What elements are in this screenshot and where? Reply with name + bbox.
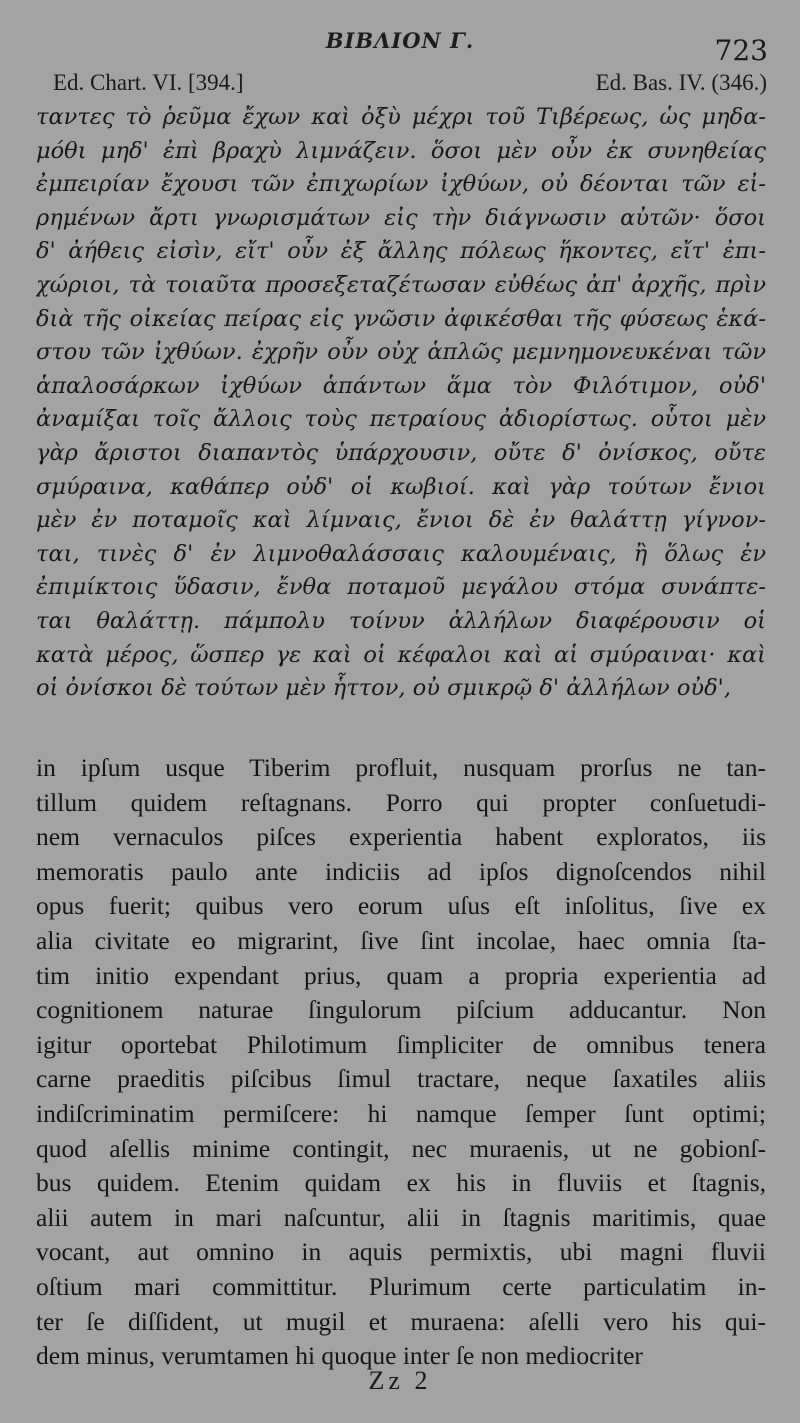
edition-chart-reference: Ed. Chart. VI. [394.] bbox=[53, 70, 244, 95]
latin-text-line: nem vernaculos piſces experientia habent exploratos, iis bbox=[36, 822, 766, 852]
greek-text-line: ται, τινὲς δ' ἐν λιμνοθαλάσσαις καλουμέναις, ἢ ὅλως ἐν bbox=[36, 540, 766, 567]
latin-text-line: alia civitate eo migrarint, ſive ſint incolae, haec omnia ſta- bbox=[36, 925, 766, 955]
latin-text-line: oſtium mari committitur. Plurimum certe particulatim in- bbox=[36, 1271, 766, 1301]
greek-text-line: οἱ ὀνίσκοι δὲ τούτων μὲν ἧττον, οὐ σμικρῷ δ' ἀλλήλων οὐδ', bbox=[36, 675, 731, 702]
latin-text-line: igitur oportebat Philotimum ſimpliciter de omnibus tenera bbox=[36, 1029, 766, 1059]
latin-text-line: tillum quidem reſtagnans. Porro qui propter conſuetudi- bbox=[36, 787, 766, 817]
greek-text-line: μὲν ἐν ποταμοῖς καὶ λίμναις, ἔνιοι δὲ ἐν θαλάττῃ γίγνον- bbox=[36, 507, 766, 534]
greek-text-line: ἀναμίξαι τοῖς ἄλλοις τοὺς πετραίους ἀδιορίστως. οὗτοι μὲν bbox=[36, 406, 766, 433]
greek-text-line: διὰ τῆς οἰκείας πείρας εἰς γνῶσιν ἀφικέσθαι τῆς φύσεως ἑκά- bbox=[36, 305, 766, 332]
page-number: 723 bbox=[714, 34, 768, 67]
signature-mark: Zz 2 bbox=[368, 1366, 432, 1395]
greek-text-line: ἐμπειρίαν ἔχουσι τῶν ἐπιχωρίων ἰχθύων, οὐ δέονται τῶν εἰ- bbox=[36, 171, 766, 198]
latin-text-line: carne praeditis piſcibus ſimul tractare, neque ſaxatiles aliis bbox=[36, 1064, 766, 1094]
latin-text-line: quod aſellis minime contingit, nec muraenis, ut ne gobionſ- bbox=[36, 1133, 766, 1163]
latin-text-line: bus quidem. Etenim quidam ex his in fluviis et ſtagnis, bbox=[36, 1168, 766, 1198]
latin-text-line: cognitionem naturae ſingulorum piſcium adducantur. Non bbox=[36, 995, 766, 1025]
greek-text-line: ἁπαλοσάρκων ἰχθύων ἁπάντων ἅμα τὸν Φιλότιμον, οὐδ' bbox=[36, 372, 766, 399]
greek-text-block bbox=[36, 101, 766, 706]
greek-text-line: γὰρ ἄριστοι διαπαντὸς ὑπάρχουσιν, οὔτε δ' ὀνίσκος, οὔτε bbox=[36, 439, 766, 466]
greek-text-line: ται θαλάττῃ. πάμπολυ τοίνυν ἀλλήλων διαφέρουσιν οἱ bbox=[36, 607, 766, 634]
latin-text-block bbox=[36, 751, 766, 1374]
latin-text-line: tim initio expendant prius, quam a propria experientia ad bbox=[36, 960, 766, 990]
latin-text-line: dem minus, verumtamen hi quoque inter ſe non mediocriter bbox=[36, 1341, 643, 1371]
latin-text-line: ter ſe diſſident, ut mugil et muraena: aſelli vero his qui- bbox=[36, 1306, 766, 1336]
greek-text-line: χώριοι, τὰ τοιαῦτα προσεξεταζέτωσαν εὐθέως ἀπ' ἀρχῆς, πρὶν bbox=[36, 271, 766, 298]
greek-text-line: μόθι μηδ' ἐπὶ βραχὺ λιμνάζειν. ὅσοι μὲν οὖν ἐκ συνηθείας bbox=[36, 137, 766, 164]
greek-text-line: ἐπιμίκτοις ὕδασιν, ἔνθα ποταμοῦ μεγάλου στόμα συνάπτε- bbox=[36, 574, 766, 601]
running-head: ΒΙΒΛΙΟΝ Γ. bbox=[325, 28, 475, 53]
latin-text-line: memoratis paulo ante indiciis ad ipſos dignoſcendos nihil bbox=[36, 856, 766, 886]
greek-text-line: ταντες τὸ ῥεῦμα ἔχων καὶ ὀξὺ μέχρι τοῦ Τιβέρεως, ὡς μηδα- bbox=[36, 104, 766, 130]
edition-basel-reference: Ed. Bas. IV. (346.) bbox=[595, 70, 767, 95]
greek-text-line: ρημένων ἄρτι γνωρισμάτων εἰς τὴν διάγνωσιν αὐτῶν· ὅσοι bbox=[36, 204, 766, 231]
latin-text-line: alii autem in mari naſcuntur, alii in ſtagnis maritimis, quae bbox=[36, 1202, 766, 1232]
latin-text-line: in ipſum usque Tiberim profluit, nusquam prorſus ne tan- bbox=[36, 753, 766, 782]
greek-text-line: κατὰ μέρος, ὥσπερ γε καὶ οἱ κέφαλοι καὶ αἱ σμύραιναι· καὶ bbox=[36, 641, 766, 668]
greek-text-line: στου τῶν ἰχθύων. ἐχρῆν οὖν οὐχ ἁπλῶς μεμνημονευκέναι τῶν bbox=[36, 339, 766, 366]
latin-text-line: indiſcriminatim permiſcere: hi namque ſemper ſunt optimi; bbox=[36, 1098, 766, 1128]
latin-text-line: opus fuerit; quibus vero eorum uſus eſt inſolitus, ſive ex bbox=[36, 891, 766, 921]
greek-text-line: δ' ἀήθεις εἰσὶν, εἴτ' οὖν ἐξ ἄλλης πόλεως ἥκοντες, εἴτ' ἐπι- bbox=[36, 238, 766, 265]
latin-text-line: vocant, aut omnino in aquis permixtis, ubi magni fluvii bbox=[36, 1237, 766, 1267]
greek-text-line: σμύραινα, καθάπερ οὐδ' οἱ κωβιοί. καὶ γὰρ τούτων ἔνιοι bbox=[36, 473, 766, 500]
